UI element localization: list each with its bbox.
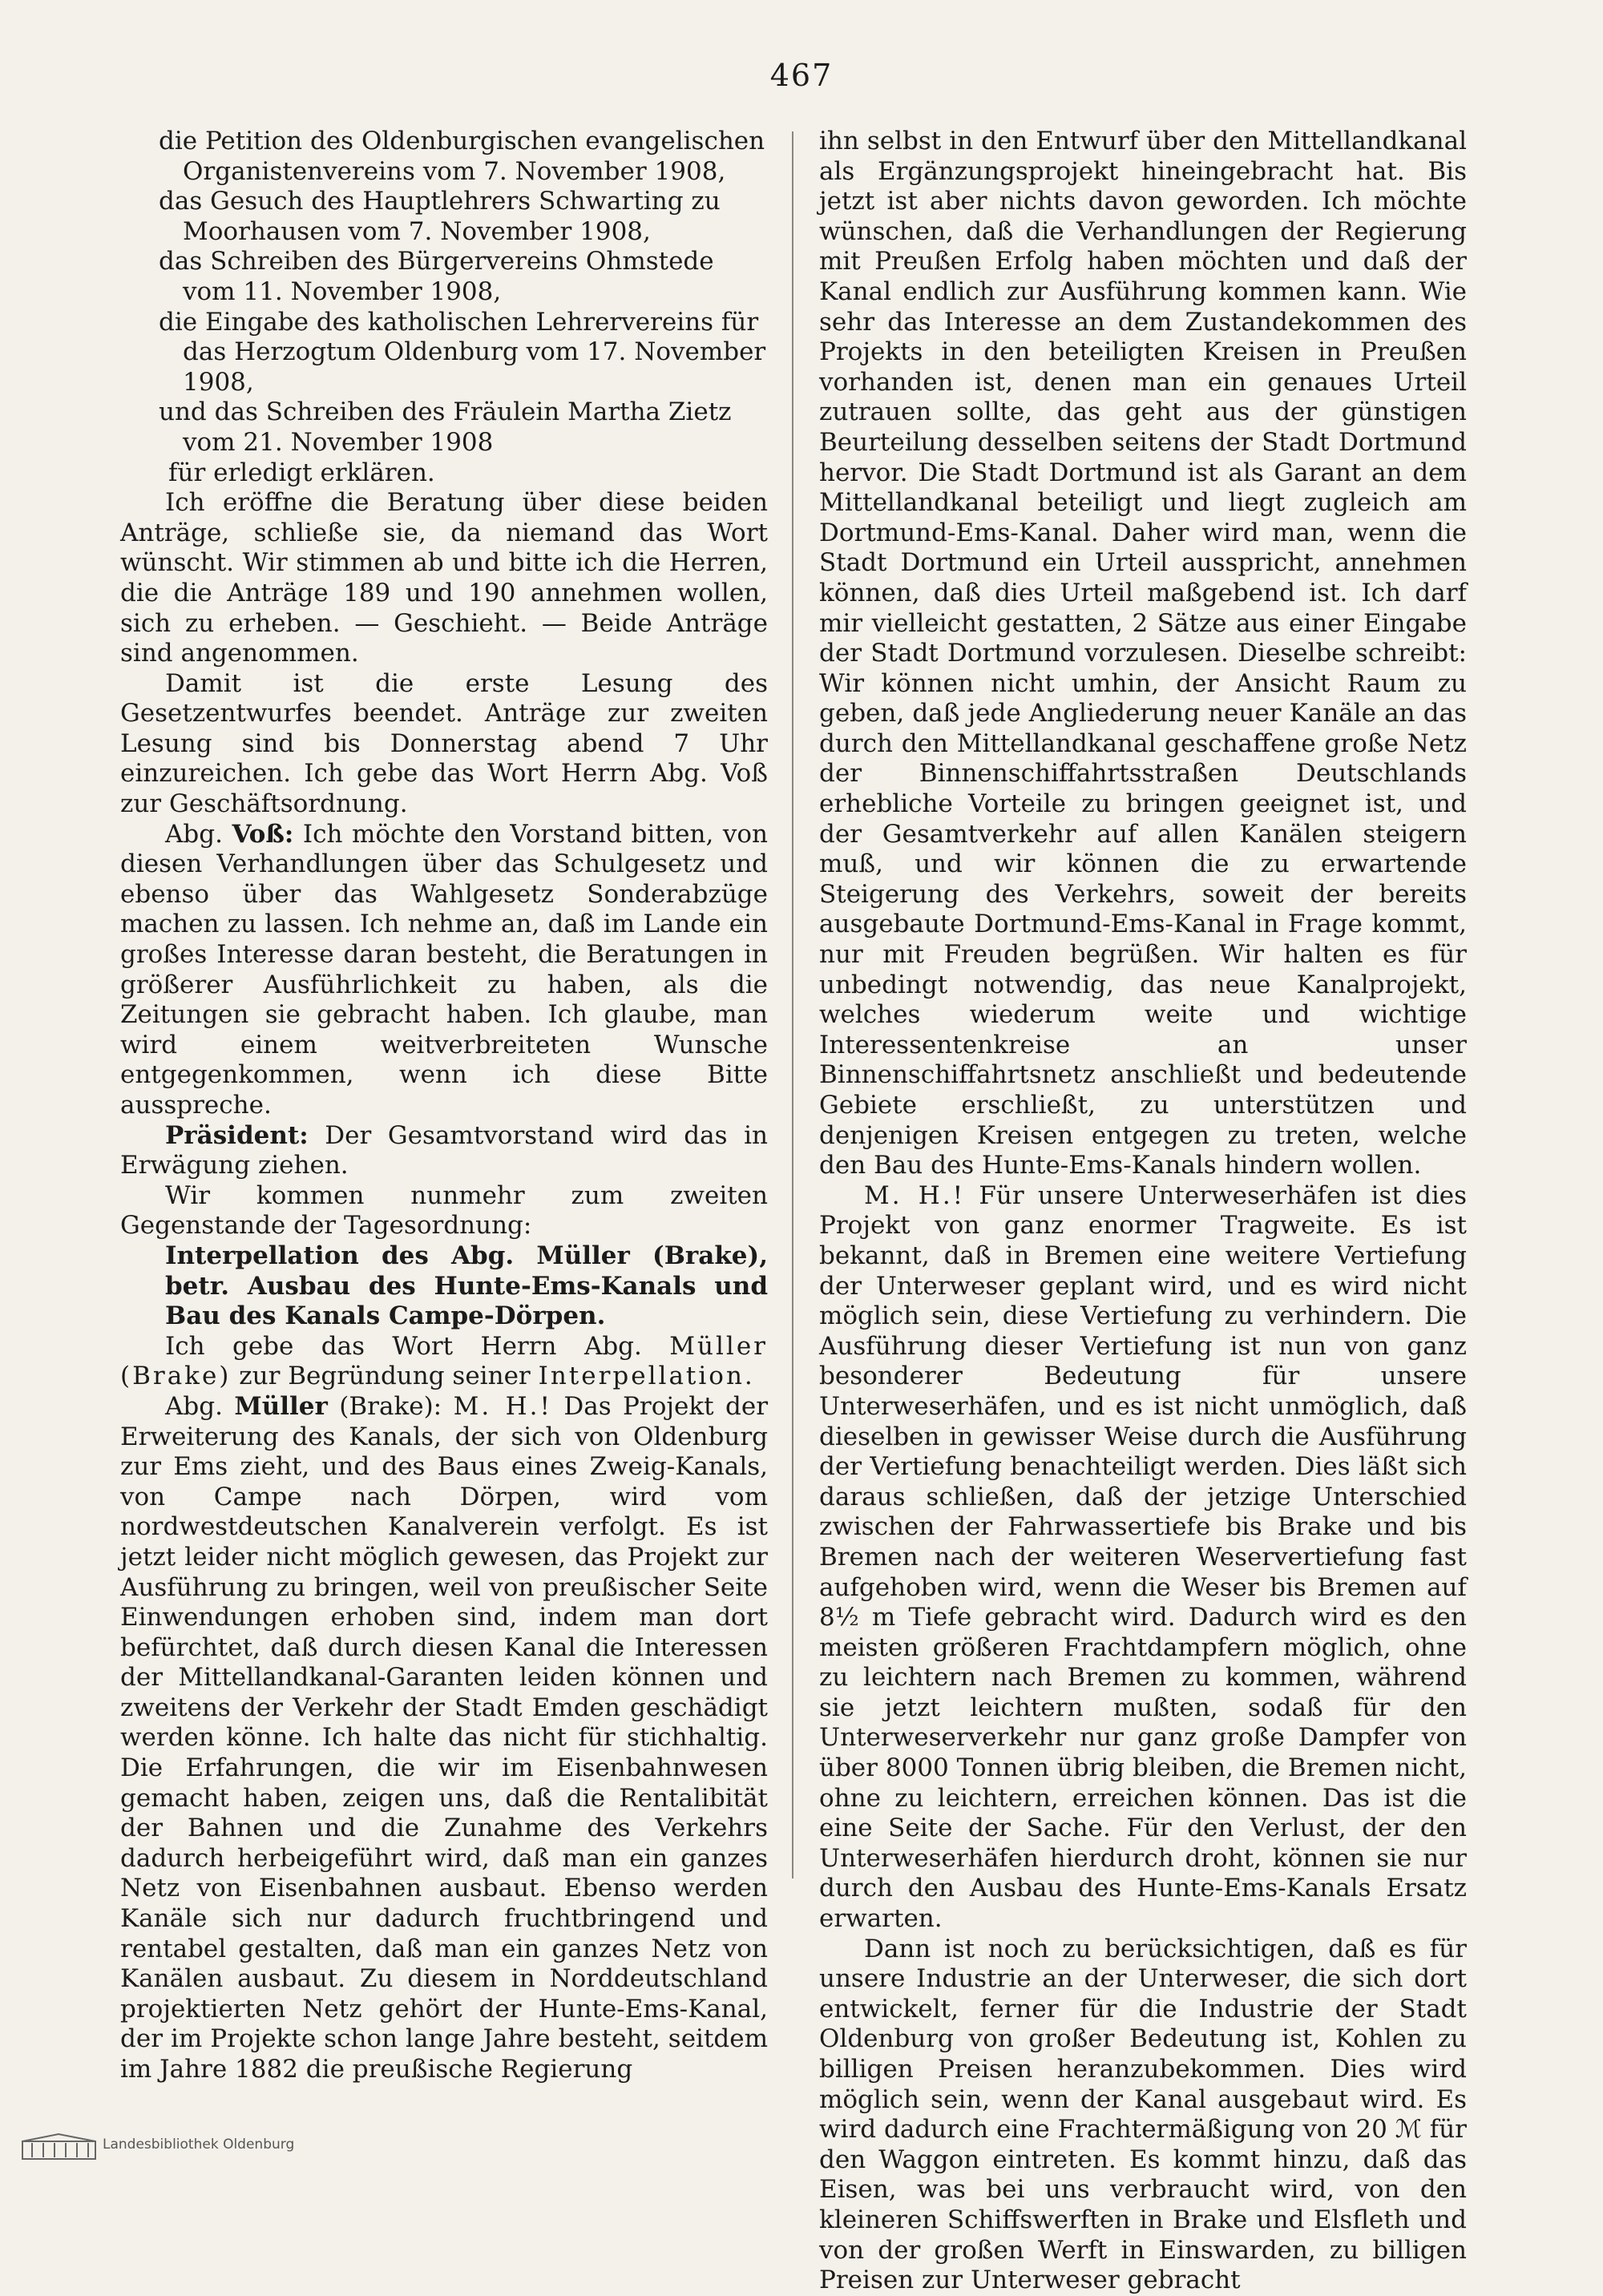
- speaker-title: Abg.: [165, 1391, 223, 1421]
- paragraph-continued: ihn selbst in den Entwurf über den Mittellandkanal als Ergänzungsprojekt hineingebracht hat. Bis jetzt ist aber nichts davon geworden. Ich möchte wünschen, daß die Verhandlungen der Regierung mit Preußen Erfolg haben möchten und daß der Kanal endlich zur Ausführung kommen kann. Wie sehr das Interesse an dem Zustandekommen des Projekts in den beteiligten Kreisen in Preußen vorhanden ist, denen man ein genaues Urteil zutrauen sollte, das geht aus der günstigen Beurteilung desselben seitens der Stadt Dortmund hervor. Die Stadt Dortmund ist als Garant an dem Mittellandkanal beteiligt und liegt zugleich am Dortmund-Ems-Kanal. Daher wird man, wenn die Stadt Dortmund ein Urteil ausspricht, annehmen können, daß dies Urteil maßgebend ist. Ich darf mir vielleicht gestatten, 2 Sätze aus einer Eingabe der Stadt Dortmund vorzulesen. Dieselbe schreibt: Wir können nicht umhin, der Ansicht Raum zu geben, daß jede Angliederung neuer Kanäle an das durch den Mittellandkanal geschaffene große Netz der Binnenschiffahrtsstraßen Deutschlands erhebliche Vorteile zu bringen geeignet ist, und der Gesamtverkehr auf allen Kanälen steigern muß, und wir können die zu erwartende Steigerung des Verkehrs, soweit der bereits ausgebaute Dortmund-Ems-Kanal in Frage kommt, nur mit Freuden begrüßen. Wir halten es für unbedingt notwendig, das neue Kanalprojekt, welches wiederum weite und wichtige Interessentenkreise an unser Binnenschiffahrtsnetz anschließt und bedeutende Gebiete erschließt, zu unterstützen und denjenigen Kreisen entgegen zu treten, welche den Bau des Hunte-Ems-Kanals hindern wollen.: [819, 127, 1467, 1180]
- left-column: [120, 127, 768, 2085]
- speaker-name: Präsident:: [165, 1120, 309, 1150]
- list-item: die Eingabe des katholischen Lehrervereins für das Herzogtum Oldenburg vom 17. November 1908,: [159, 307, 766, 397]
- paragraph-lesung: Damit ist die erste Lesung des Gesetzentwurfes beendet. Anträge zur zweiten Lesung sind bis Donnerstag abend 7 Uhr einzureichen. Ich gebe das Wort Herrn Abg. Voß zur Geschäftsordnung.: [120, 668, 768, 819]
- speech-text: Ich möchte den Vorstand bitten, von diesen Verhandlungen über das Schulgesetz und ebenso über das Wahlgesetz Sonderabzüge machen zu lassen. Ich nehme an, daß im Lande ein großes Interesse daran besteht, die Beratungen in größerer Ausführlichkeit zu haben, als die Zeitungen sie gebracht haben. Ich glaube, man wird einem weitverbreiteten Wunsche entgegenkommen, wenn ich diese Bitte ausspreche.: [120, 819, 768, 1120]
- salutation: M. H.!: [864, 1180, 966, 1210]
- list-item: das Schreiben des Bürgervereins Ohmstede vom 11. November 1908,: [159, 247, 714, 306]
- paragraph-wort: [120, 1332, 768, 1392]
- library-building-icon: [21, 2132, 97, 2161]
- paragraph-gegenstand: Wir kommen nunmehr zum zweiten Gegenstande der Tagesordnung:: [120, 1180, 768, 1241]
- speaker-title: Abg.: [165, 819, 223, 849]
- text-segment: Interpellation.: [538, 1362, 755, 1391]
- speech-text: Der Gesamtvorstand wird das in Erwägung ziehen.: [120, 1120, 769, 1180]
- agenda-heading: Interpellation des Abg. Müller (Brake), betr. Ausbau des Hunte-Ems-Kanals und Bau des Kanals Campe-Dörpen.: [165, 1241, 768, 1331]
- speech-praesident: [120, 1121, 768, 1181]
- salutation: M. H.!: [453, 1391, 552, 1421]
- speech-mueller: [120, 1392, 768, 2085]
- speaker-name: Voß:: [232, 819, 294, 849]
- speaker-name: Müller (Brake): [120, 1331, 768, 1391]
- list-item: und das Schreiben des Fräulein Martha Zietz vom 21. November 1908: [159, 397, 732, 457]
- paragraph-beratung: Ich eröffne die Beratung über diese beiden Anträge, schließe sie, da niemand das Wort wünscht. Wir stimmen ab und bitte ich die Herren, die die Anträge 189 und 190 annehmen wollen, sich zu erheben. — Geschieht. — Beide Anträge sind angenommen.: [120, 488, 768, 668]
- text-segment: Ich gebe das Wort Herrn Abg.: [165, 1331, 642, 1361]
- speech-text: Das Projekt der Erweiterung des Kanals, der sich von Oldenburg zur Ems zieht, und des Baus eines Zweig-Kanals, von Campe nach Dörpen, wird vom nordwestdeutschen Kanalverein verfolgt. Es ist jetzt leider nicht möglich gewesen, das Projekt zur Ausführung zu bringen, weil von preußischer Seite Einwendungen erhoben sind, indem man dort befürchtet, daß durch diesen Kanal die Interessen der Mittellandkanal-Garanten leiden können und zweitens der Verkehr der Stadt Emden geschädigt werden könne. Ich halte das nicht für stichhaltig. Die Erfahrungen, die wir im Eisenbahnwesen gemacht haben, zeigen uns, daß die Rentalibität der Bahnen und die Zunahme des Verkehrs dadurch herbeigeführt wird, daß man ein ganzes Netz von Eisenbahnen ausbaut. Ebenso werden Kanäle sich nur dadurch fruchtbringend und rentabel gestalten, daß man ein ganzes Netz von Kanälen ausbaut. Zu diesem in Norddeutschland projektierten Netz gehört der Hunte-Ems-Kanal, der im Projekte schon lange Jahre besteht, seitdem im Jahre 1882 die preußische Regierung: [120, 1391, 769, 2084]
- speech-voss: [120, 820, 768, 1121]
- speaker-place: (Brake):: [339, 1391, 442, 1421]
- page-number: 467: [769, 58, 834, 93]
- right-column: [819, 127, 1467, 2296]
- list-item: das Gesuch des Hauptlehrers Schwarting zu Moorhausen vom 7. November 1908,: [159, 187, 721, 246]
- paragraph-industrie: Dann ist noch zu berücksichtigen, daß es für unsere Industrie an der Unterweser, die sich dort entwickelt, ferner für die Industrie der Stadt Oldenburg von großer Bedeutung ist, Kohlen zu billigen Preisen heranzubekommen. Dies wird möglich sein, wenn der Kanal ausgebaut wird. Es wird dadurch eine Frachtermäßigung von 20 ℳ für den Waggon eintreten. Es kommt hinzu, daß das Eisen, was bei uns verbraucht wird, von den kleineren Schiffswerften in Brake und Elsfleth und von der großen Werft in Einswarden, zu billigen Preisen zur Unterweser gebracht: [819, 1934, 1467, 2295]
- list-item: die Petition des Oldenburgischen evangelischen Organistenvereins vom 7. November 1908,: [159, 127, 765, 186]
- speech-text: Für unsere Unterweserhäfen ist dies Projekt von ganz enormer Tragweite. Es ist bekannt, daß in Bremen eine weitere Vertiefung der Unterweser geplant wird, und es wird nicht möglich sein, diese Vertiefung zu verhindern. Die Ausführung dieser Vertiefung ist nun von ganz besonderer Bedeutung für unsere Unterweserhäfen, und es ist nicht unmöglich, daß dieselben in gewisser Weise durch die Ausführung der Vertiefung benachteiligt werden. Dies läßt sich daraus schließen, daß der jetzige Unterschied zwischen der Fahrwassertiefe bis Brake und bis Bremen nach der weiteren Weservertiefung fast aufgehoben wird, wenn die Weser bis Bremen auf 8½ m Tiefe gebracht wird. Dadurch wird es den meisten größeren Frachtdampfern möglich, ohne zu leichtern nach Bremen zu kommen, während sie jetzt leichtern mußten, sodaß für den Unterweserverkehr nur ganz große Dampfer von über 8000 Tonnen übrig bleiben, die Bremen nicht, ohne zu leichtern, erreichen können. Das ist die eine Seite der Sache. Für den Verlust, der den Unterweserhäfen hierdurch droht, können sie nur durch den Ausbau des Hunte-Ems-Kanals Ersatz erwarten.: [819, 1180, 1467, 1934]
- speaker-name: Müller: [234, 1391, 328, 1421]
- library-label: Landesbibliothek Oldenburg: [103, 2137, 295, 2153]
- list-conclusion: für erledigt erklären.: [168, 458, 435, 487]
- column-divider: [792, 131, 793, 1878]
- paragraph-unterweser: [819, 1181, 1467, 1935]
- text-segment: zur Begründung seiner: [239, 1362, 531, 1391]
